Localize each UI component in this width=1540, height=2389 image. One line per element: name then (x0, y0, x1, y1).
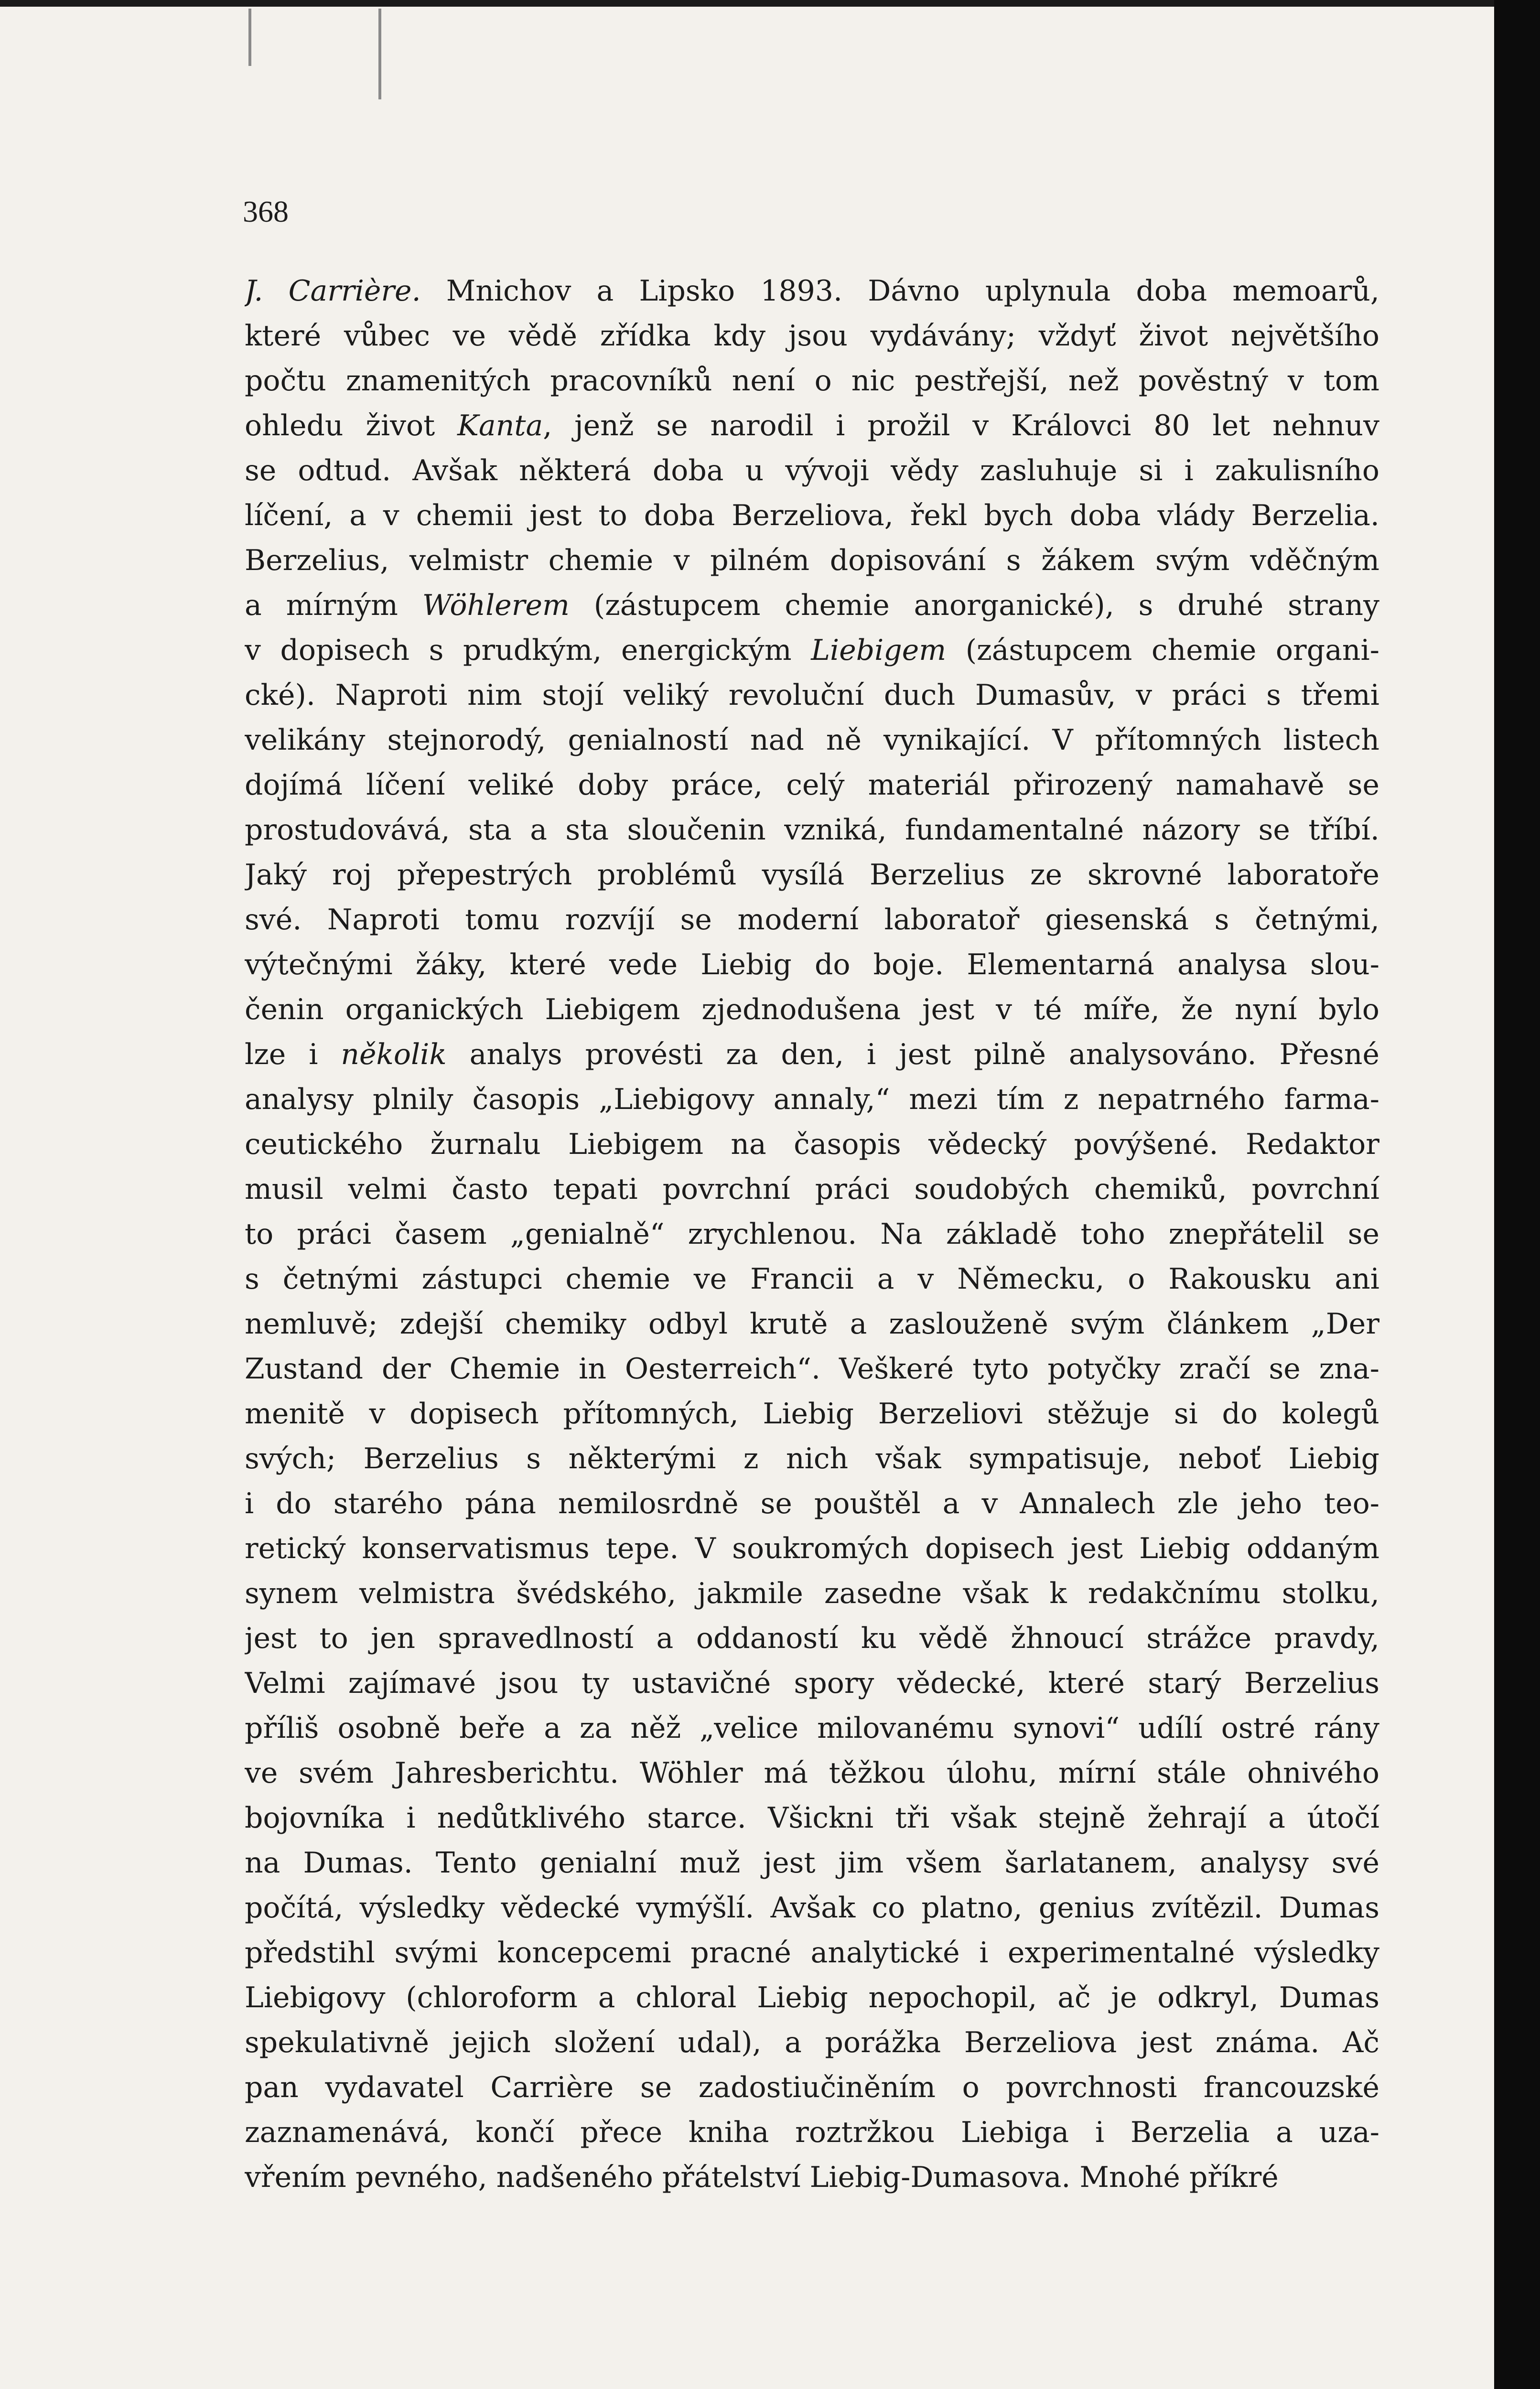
text-line (245, 1481, 1379, 1526)
text-line (245, 1257, 1379, 1302)
text-segment: prostudovává, sta a sta sloučenin vzniká, fundamentalné názory se tříbí. (245, 813, 1379, 847)
scan-right-edge (1494, 0, 1540, 2389)
text-line (245, 1930, 1379, 1975)
text-segment: počtu znamenitých pracovníků není o nic pestřejší, než pověstný v tom (245, 364, 1379, 398)
scan-top-edge (0, 0, 1540, 7)
text-line (245, 763, 1379, 807)
text-segment: to práci časem „genialně“ zrychlenou. Na základě toho znepřátelil se (245, 1217, 1379, 1251)
text-line (245, 1032, 1379, 1077)
text-segment: příliš osobně beře a za něž „velice milovanému synovi“ udílí ostré rány (245, 1711, 1379, 1745)
text-segment: menitě v dopisech přítomných, Liebig Berzeliovi stěžuje si do kolegů (245, 1397, 1379, 1431)
text-line (245, 2155, 1379, 2200)
text-segment: velikány stejnorodý, genialností nad ně vynikající. V přítomných listech (245, 723, 1379, 757)
text-line (245, 1885, 1379, 1930)
text-segment: svých; Berzelius s některými z nich však sympatisuje, neboť Liebig (245, 1442, 1379, 1475)
text-line (245, 1346, 1379, 1391)
text-line (245, 538, 1379, 583)
text-line (245, 2020, 1379, 2065)
text-segment: čenin organických Liebigem zjednodušena jest v té míře, že nyní bylo (245, 993, 1379, 1026)
italic-text-segment: Wöhlerem (422, 589, 570, 622)
text-line (245, 1616, 1379, 1661)
text-line (245, 1661, 1379, 1706)
text-line (245, 1796, 1379, 1840)
text-segment: ohledu život (245, 409, 458, 442)
text-line (245, 1122, 1379, 1167)
text-segment: Zustand der Chemie in Oesterreich“. Veškeré tyto potyčky zračí se zna- (245, 1352, 1379, 1386)
text-segment: zaznamenává, končí přece kniha roztržkou Liebiga i Berzelia a uza- (245, 2116, 1379, 2149)
text-line (245, 942, 1379, 987)
text-segment: výtečnými žáky, které vede Liebig do boje. Elementarná analysa slou- (245, 948, 1379, 981)
text-segment: vřením pevného, nadšeného přátelství Liebig-Dumasova. Mnohé příkré (245, 2161, 1279, 2194)
text-segment: počítá, výsledky vědecké vymýšlí. Avšak co platno, genius zvítězil. Dumas (245, 1891, 1379, 1925)
text-segment: se odtud. Avšak některá doba u vývoji vědy zasluhuje si i zakulisního (245, 454, 1379, 487)
text-segment: analys provésti za den, i jest pilně analysováno. Přesné (446, 1038, 1379, 1071)
text-segment: spekulativně jejich složení udal), a porážka Berzeliova jest známa. Ač (245, 2026, 1379, 2059)
page-number: 368 (243, 194, 289, 228)
text-line (245, 583, 1379, 628)
text-line (245, 673, 1379, 718)
text-segment: Liebigovy (chloroform a chloral Liebig nepochopil, ač je odkryl, Dumas (245, 1981, 1379, 2014)
text-line (245, 448, 1379, 493)
text-line (245, 1706, 1379, 1751)
text-segment: v dopisech s prudkým, energickým (245, 634, 811, 667)
text-line (245, 1840, 1379, 1885)
text-segment: i do starého pána nemilosrdně se pouštěl a v Annalech zle jeho teo- (245, 1487, 1379, 1520)
text-segment: bojovníka i nedůtklivého starce. Všickni tři však stejně žehrají a útočí (245, 1801, 1379, 1835)
text-line (245, 1975, 1379, 2020)
text-line (245, 852, 1379, 897)
text-line (245, 807, 1379, 852)
text-line (245, 987, 1379, 1032)
italic-text-segment: Kanta (457, 409, 543, 442)
text-segment: retický konservatismus tepe. V soukromých dopisech jest Liebig oddaným (245, 1532, 1379, 1565)
text-line (245, 2065, 1379, 2110)
text-segment: (zástupcem chemie anorganické), s druhé strany (569, 589, 1379, 622)
text-segment: a mírným (245, 589, 422, 622)
text-line (245, 718, 1379, 763)
text-segment: dojímá líčení veliké doby práce, celý materiál přirozený namahavě se (245, 768, 1379, 802)
text-line (245, 628, 1379, 673)
scan-artifact-mark (248, 9, 251, 66)
text-segment: pan vydavatel Carrière se zadostiučiněním o povrchnosti francouzské (245, 2071, 1379, 2104)
text-line (245, 493, 1379, 538)
italic-text-segment: J. Carrière. (245, 274, 421, 308)
body-text (245, 269, 1379, 2200)
text-segment: Velmi zajímavé jsou ty ustavičné spory vědecké, které starý Berzelius (245, 1667, 1379, 1700)
text-line (245, 1212, 1379, 1257)
italic-text-segment: Liebigem (811, 634, 947, 667)
text-line (245, 313, 1379, 358)
text-line (245, 1751, 1379, 1796)
text-segment: synem velmistra švédského, jakmile zasedne však k redakčnímu stolku, (245, 1577, 1379, 1610)
text-segment: jest to jen spravedlností a oddaností ku vědě žhnoucí strážce pravdy, (245, 1622, 1379, 1655)
scan-artifact-mark (378, 9, 381, 99)
italic-text-segment: několik (341, 1038, 447, 1071)
text-line (245, 1571, 1379, 1616)
text-segment: musil velmi často tepati povrchní práci soudobých chemiků, povrchní (245, 1173, 1379, 1206)
text-segment: líčení, a v chemii jest to doba Berzeliova, řekl bych doba vlády Berzelia. (245, 499, 1379, 532)
text-line (245, 1391, 1379, 1436)
text-line (245, 358, 1379, 403)
text-line (245, 897, 1379, 942)
text-line (245, 2110, 1379, 2155)
text-segment: ceutického žurnalu Liebigem na časopis vědecký povýšené. Redaktor (245, 1128, 1379, 1161)
text-segment: na Dumas. Tento genialní muž jest jim všem šarlatanem, analysy své (245, 1846, 1379, 1880)
text-segment: (zástupcem chemie organi- (946, 634, 1379, 667)
text-segment: nemluvě; zdejší chemiky odbyl krutě a zaslouženě svým článkem „Der (245, 1307, 1379, 1341)
text-line (245, 1302, 1379, 1346)
text-segment: Jaký roj přepestrých problémů vysílá Berzelius ze skrovné laboratoře (245, 858, 1379, 892)
text-segment: s četnými zástupci chemie ve Francii a v Německu, o Rakousku ani (245, 1262, 1379, 1296)
text-segment: analysy plnily časopis „Liebigovy annaly,“ mezi tím z nepatrného farma- (245, 1083, 1379, 1116)
text-segment: , jenž se narodil i prožil v Královci 80 let nehnuv (543, 409, 1379, 442)
text-line (245, 1077, 1379, 1122)
text-segment: své. Naproti tomu rozvíjí se moderní laboratoř giesenská s četnými, (245, 903, 1379, 936)
text-line (245, 1526, 1379, 1571)
text-segment: předstihl svými koncepcemi pracné analytické i experimentalné výsledky (245, 1936, 1379, 1969)
text-segment: Berzelius, velmistr chemie v pilném dopisování s žákem svým vděčným (245, 544, 1379, 577)
text-line (245, 269, 1379, 313)
text-segment: ve svém Jahresberichtu. Wöhler má těžkou úlohu, mírní stále ohnivého (245, 1756, 1379, 1790)
text-segment: které vůbec ve vědě zřídka kdy jsou vydávány; vždyť život největšího (245, 319, 1379, 353)
text-segment: Mnichov a Lipsko 1893. Dávno uplynula doba memoarů, (420, 274, 1379, 308)
text-line (245, 403, 1379, 448)
text-segment: cké). Naproti nim stojí veliký revoluční duch Dumasův, v práci s třemi (245, 678, 1379, 712)
text-line (245, 1436, 1379, 1481)
text-segment: lze i (245, 1038, 341, 1071)
text-line (245, 1167, 1379, 1212)
